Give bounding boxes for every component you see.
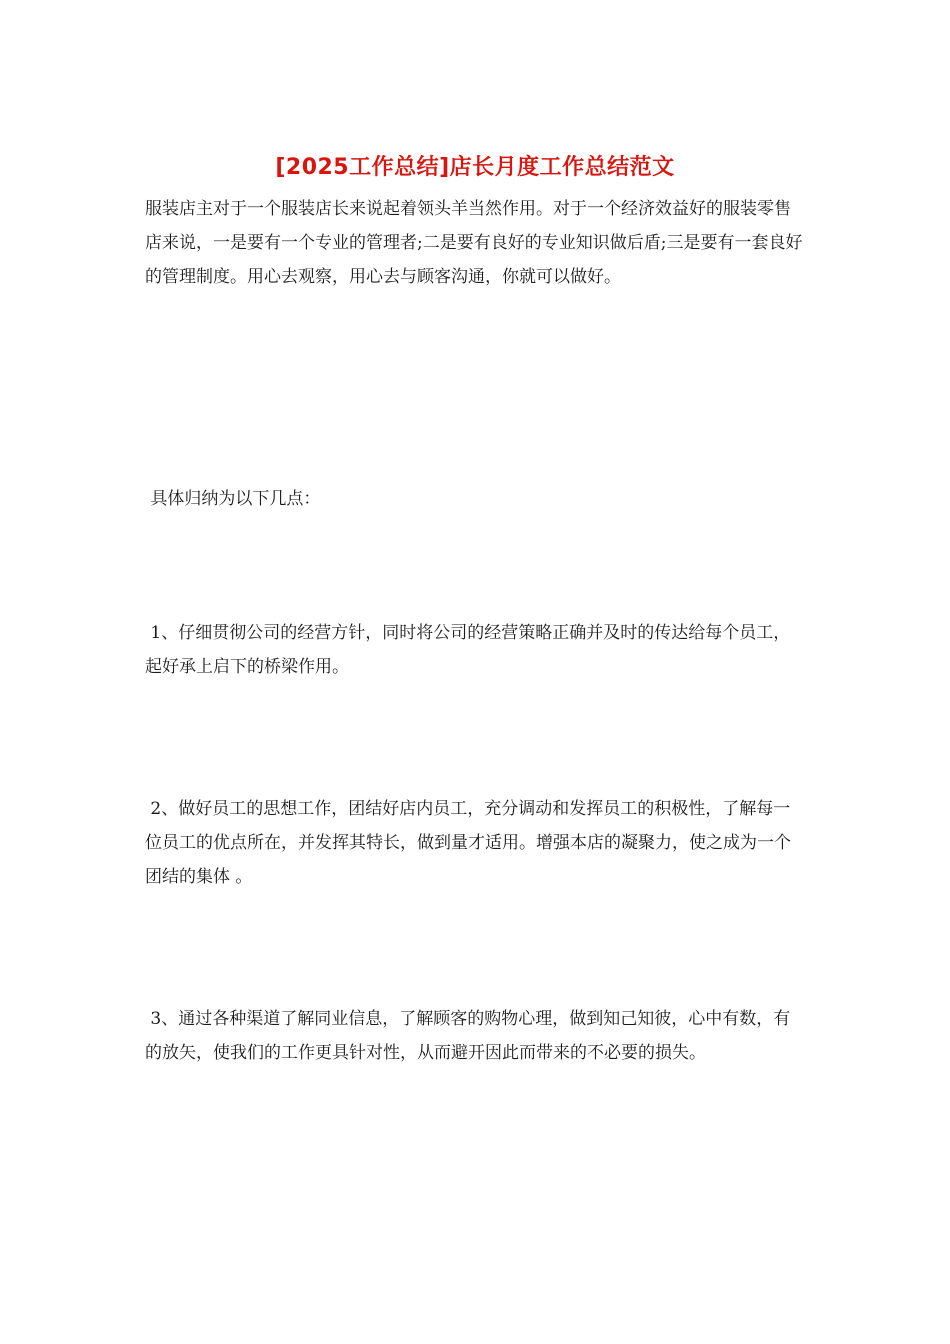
intro-paragraph: 服装店主对于一个服装店长来说起着领头羊当然作用。对于一个经济效益好的服装零售店来说，一是要有一个专业的管理者;二是要有良好的专业知识做后盾;三是要有一套良好的管理制度。用心去观察，用心去与顾客沟通，你就可以做好。	[145, 199, 803, 287]
document-title: [2025工作总结]店长月度工作总结范文	[275, 155, 675, 180]
summary-heading: 具体归纳为以下几点：	[145, 489, 321, 509]
list-item: 3、通过各种渠道了解同业信息，了解顾客的购物心理，做到知己知彼，心中有数，有的放矢，使我们的工作更具针对性，从而避开因此而带来的不必要的损失。	[145, 1009, 791, 1063]
list-item: 2、做好员工的思想工作，团结好店内员工，充分调动和发挥员工的积极性，了解每一位员工的优点所在，并发挥其特长，做到量才适用。增强本店的凝聚力，使之成为一个团结的集体 。	[145, 799, 791, 887]
list-item: 1、仔细贯彻公司的经营方针，同时将公司的经营策略正确并及时的传达给每个员工，起好承上启下的桥梁作用。	[145, 623, 791, 677]
